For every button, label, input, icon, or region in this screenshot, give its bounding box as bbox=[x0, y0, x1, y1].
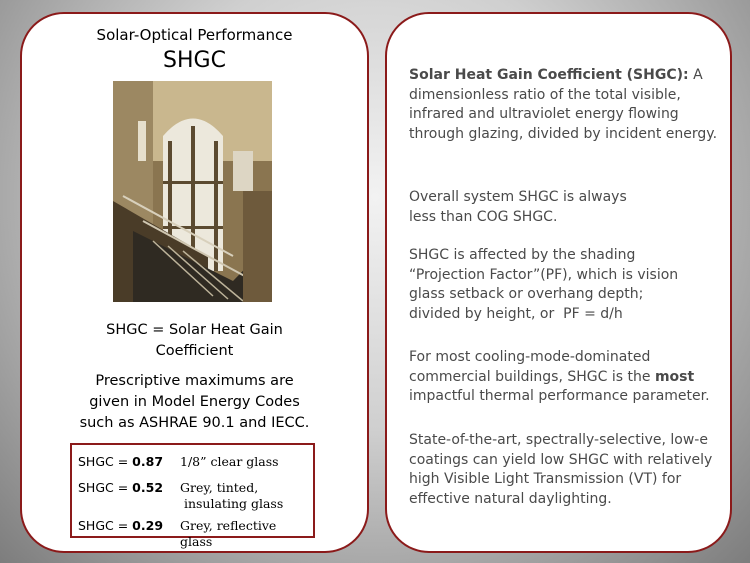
emphasis-most: most bbox=[654, 368, 695, 385]
prescriptive-line: Prescriptive maximums are bbox=[95, 373, 294, 389]
shgc-value: 0.29 bbox=[132, 518, 164, 533]
system-shgc-paragraph: Overall system SHGC is always less than COG SHGC. bbox=[409, 189, 627, 225]
prescriptive-line: given in Model Energy Codes bbox=[89, 394, 300, 410]
glass-description: Grey, reflective glass bbox=[180, 518, 277, 549]
shgc-value: 0.52 bbox=[132, 480, 164, 495]
glass-description: 1/8” clear glass bbox=[180, 454, 279, 469]
slide-title: SHGC bbox=[163, 48, 226, 73]
shgc-definition bbox=[22, 320, 367, 362]
definition-line: SHGC = Solar Heat Gain bbox=[106, 322, 283, 338]
prescriptive-line: such as ASHRAE 90.1 and IECC. bbox=[79, 415, 310, 431]
shgc-label: SHGC = 0.52 bbox=[78, 480, 164, 495]
glass-description: Grey, tinted, insulating glass bbox=[180, 480, 284, 511]
shgc-label: SHGC = 0.29 bbox=[78, 518, 164, 533]
prescriptive-note bbox=[22, 371, 367, 434]
low-e-paragraph: State-of-the-art, spectrally-selective, low-e coatings can yield low SHGC with relatively high Visible Light Transmission (VT) for effective natural daylighting. bbox=[409, 432, 713, 507]
projection-factor-paragraph: SHGC is affected by the shading “Projection Factor”(PF), which is vision glass setback or overhang depth; divided by height, or PF = d/h bbox=[409, 247, 679, 322]
shgc-value: 0.87 bbox=[132, 454, 164, 469]
definition-line: Coefficient bbox=[155, 343, 234, 359]
left-card bbox=[20, 12, 369, 553]
shgc-label: SHGC = 0.87 bbox=[78, 454, 164, 469]
right-card bbox=[385, 12, 732, 553]
shgc-term: Solar Heat Gain Coefficient (SHGC): bbox=[409, 67, 689, 83]
cooling-paragraph: For most cooling-mode-dominated commercial buildings, SHGC is the most impactful thermal performance parameter. bbox=[409, 349, 710, 404]
slide-subtitle: Solar-Optical Performance bbox=[96, 26, 293, 44]
shgc-values-table bbox=[70, 443, 315, 549]
shgc-definition-paragraph: Solar Heat Gain Coefficient (SHGC): A dimensionless ratio of the total visible, infrared and ultraviolet energy flowing through glazing, divided by incident energy. bbox=[409, 67, 718, 142]
staircase-photo bbox=[113, 81, 272, 302]
